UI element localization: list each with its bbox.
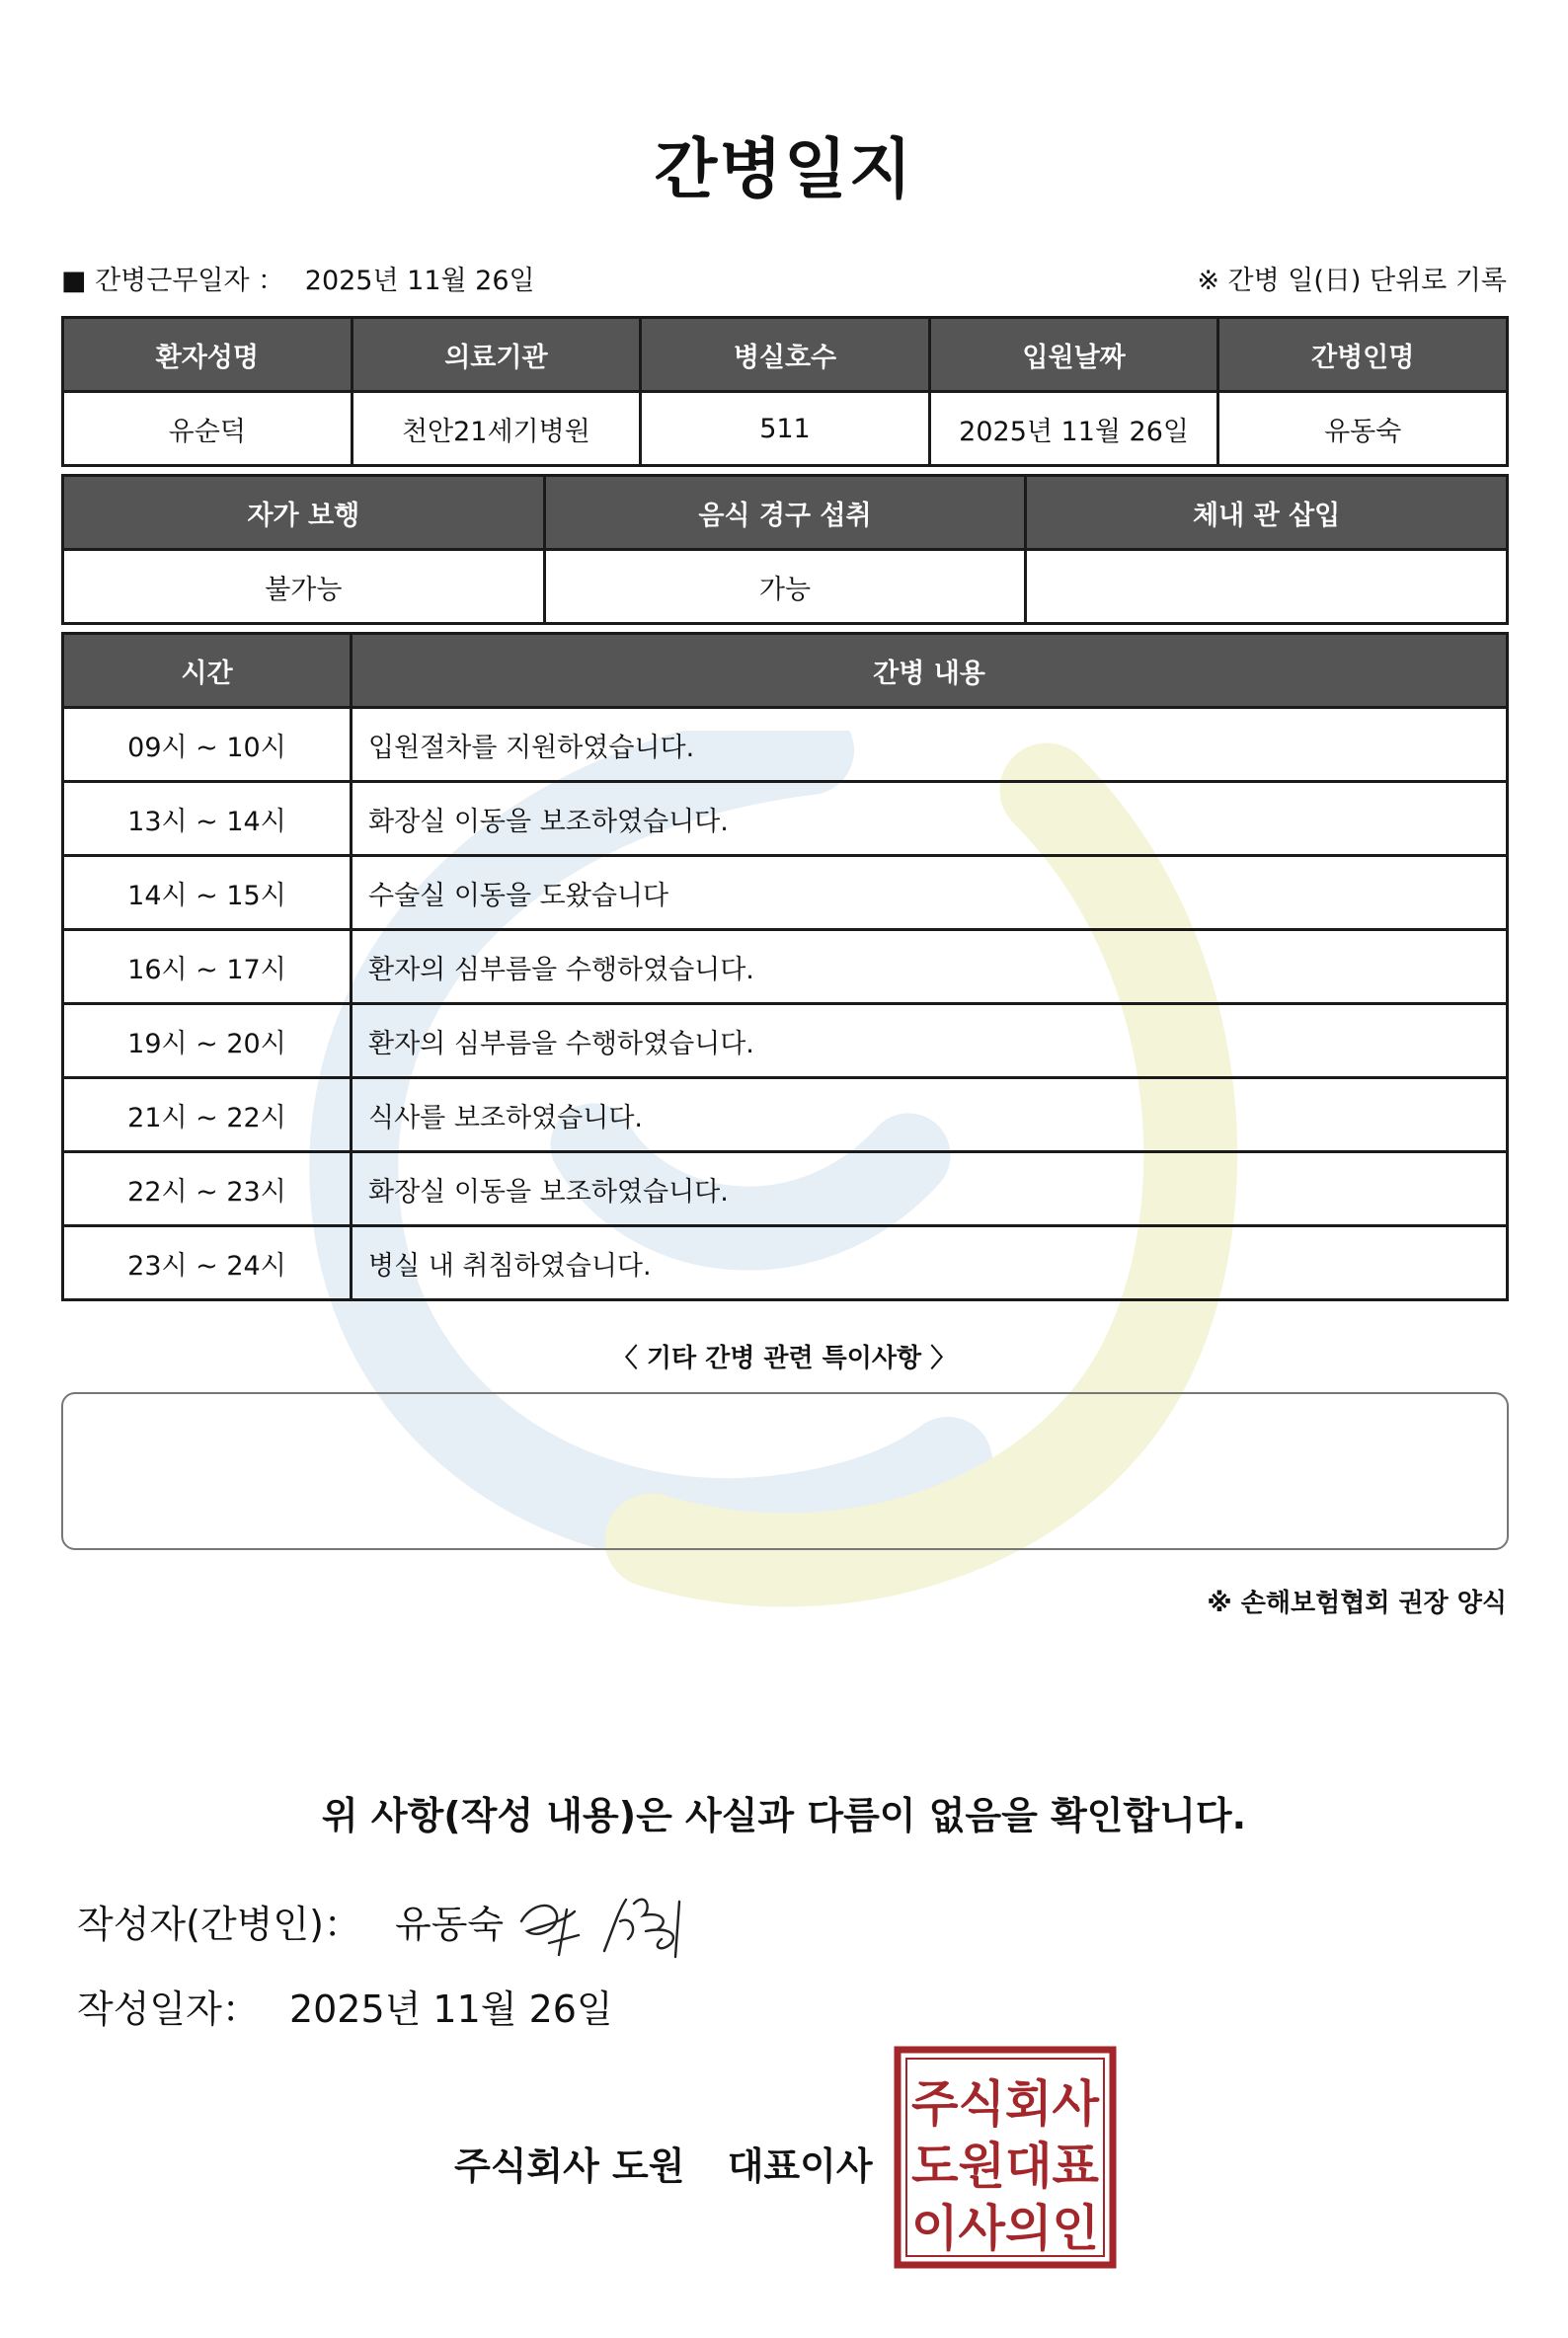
care-row bbox=[63, 930, 1508, 1004]
handwritten-signature bbox=[513, 1882, 701, 1965]
header-admission-date: 입원날짜 bbox=[929, 318, 1218, 392]
care-row bbox=[63, 708, 1508, 782]
care-time: 13시 ~ 14시 bbox=[63, 782, 352, 856]
writer-label: 작성자(간병인)： bbox=[77, 1903, 361, 1946]
company-seal bbox=[894, 2046, 1117, 2269]
header-patient-name: 환자성명 bbox=[63, 318, 353, 392]
care-content: 병실 내 취침하였습니다. bbox=[352, 1226, 1508, 1300]
document-title: 간병일지 bbox=[654, 131, 914, 207]
care-time: 14시 ~ 15시 bbox=[63, 856, 352, 930]
special-notes-title: 〈 기타 간병 관련 특이사항 〉 bbox=[611, 1344, 957, 1373]
written-date-value: 2025년 11월 26일 bbox=[288, 1987, 613, 2031]
care-row bbox=[63, 1004, 1508, 1078]
header-care-content: 간병 내용 bbox=[352, 634, 1508, 708]
work-date-label: ■ 간병근무일자 ： bbox=[61, 266, 285, 296]
care-time: 09시 ~ 10시 bbox=[63, 708, 352, 782]
admission-date: 2025년 11월 26일 bbox=[929, 392, 1218, 466]
patient-status-table bbox=[61, 474, 1509, 625]
care-row bbox=[63, 1078, 1508, 1152]
care-content: 화장실 이동을 보조하였습니다. bbox=[352, 1152, 1508, 1226]
care-time: 21시 ~ 22시 bbox=[63, 1078, 352, 1152]
care-row bbox=[63, 856, 1508, 930]
header-room-number: 병실호수 bbox=[641, 318, 930, 392]
care-content: 입원절차를 지원하였습니다. bbox=[352, 708, 1508, 782]
care-log-table bbox=[61, 632, 1509, 1301]
care-row bbox=[63, 782, 1508, 856]
company-signature-line bbox=[454, 2136, 873, 2190]
work-date bbox=[61, 259, 535, 297]
hospital-name: 천안21세기병원 bbox=[352, 392, 641, 466]
care-row bbox=[63, 1152, 1508, 1226]
header-self-walking: 자가 보행 bbox=[63, 476, 545, 550]
work-date-value: 2025년 11월 26일 bbox=[304, 266, 535, 296]
svg-text:주식회사: 주식회사 bbox=[911, 2075, 1100, 2133]
care-content: 환자의 심부름을 수행하였습니다. bbox=[352, 1004, 1508, 1078]
tube-insertion-value bbox=[1026, 550, 1508, 624]
svg-text:도원대표: 도원대표 bbox=[911, 2138, 1100, 2195]
header-time: 시간 bbox=[63, 634, 352, 708]
care-time: 19시 ~ 20시 bbox=[63, 1004, 352, 1078]
writer-name: 유동숙 bbox=[395, 1903, 505, 1946]
representative-title: 대표이사 bbox=[727, 2144, 873, 2188]
oral-intake-value: 가능 bbox=[544, 550, 1026, 624]
care-content: 식사를 보조하였습니다. bbox=[352, 1078, 1508, 1152]
special-notes-box[interactable] bbox=[61, 1392, 1509, 1550]
patient-info-table bbox=[61, 316, 1509, 467]
room-number: 511 bbox=[641, 392, 930, 466]
svg-text:이사의인: 이사의인 bbox=[911, 2200, 1099, 2257]
header-hospital: 의료기관 bbox=[352, 318, 641, 392]
company-name: 주식회사 도원 bbox=[454, 2144, 685, 2188]
care-content: 수술실 이동을 도왔습니다 bbox=[352, 856, 1508, 930]
header-caregiver-name: 간병인명 bbox=[1218, 318, 1508, 392]
caregiver-name: 유동숙 bbox=[1218, 392, 1508, 466]
written-date-line bbox=[77, 1979, 613, 2033]
care-row bbox=[63, 1226, 1508, 1300]
writer-line bbox=[77, 1894, 504, 1948]
header-oral-intake: 음식 경구 섭취 bbox=[544, 476, 1026, 550]
form-source-note: ※ 손해보험협회 권장 양식 bbox=[1207, 1589, 1507, 1618]
patient-name: 유순덕 bbox=[63, 392, 353, 466]
care-time: 22시 ~ 23시 bbox=[63, 1152, 352, 1226]
header-tube-insertion: 체내 관 삽입 bbox=[1026, 476, 1508, 550]
written-date-label: 작성일자： bbox=[77, 1987, 260, 2031]
unit-note: ※ 간병 일(日) 단위로 기록 bbox=[1197, 266, 1507, 296]
care-time: 16시 ~ 17시 bbox=[63, 930, 352, 1004]
care-content: 화장실 이동을 보조하였습니다. bbox=[352, 782, 1508, 856]
care-content: 환자의 심부름을 수행하였습니다. bbox=[352, 930, 1508, 1004]
care-time: 23시 ~ 24시 bbox=[63, 1226, 352, 1300]
self-walking-value: 불가능 bbox=[63, 550, 545, 624]
confirmation-statement: 위 사항(작성 내용)은 사실과 다름이 없음을 확인합니다. bbox=[321, 1794, 1247, 1837]
